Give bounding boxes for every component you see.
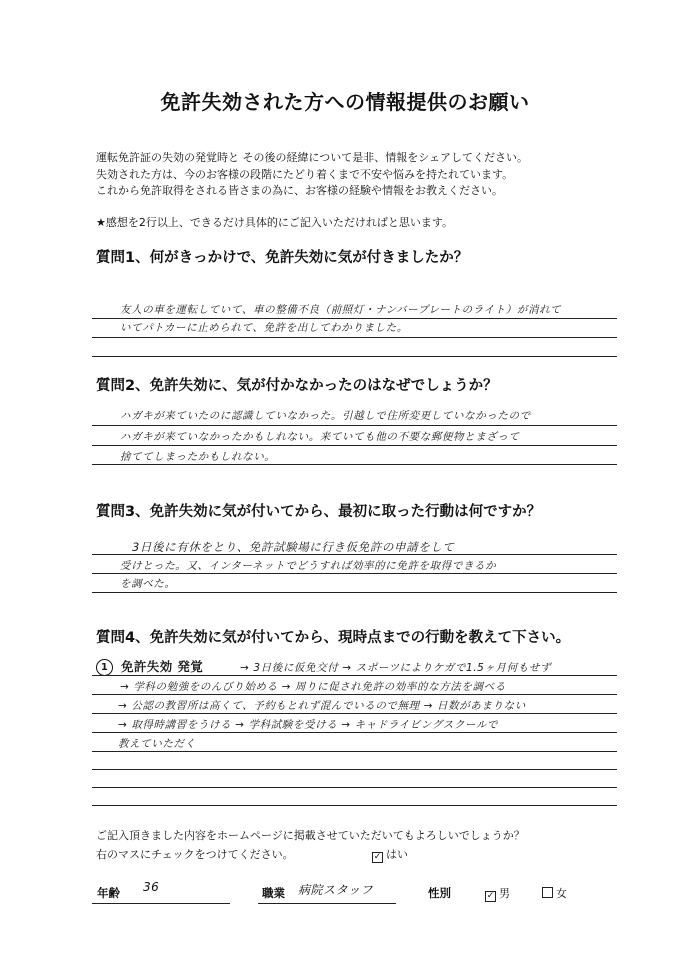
consent-question: ご記入頂きました内容をホームページに掲載させていただいてもよろしいでしょうか？: [96, 829, 525, 842]
gender-male-option[interactable]: [485, 885, 510, 902]
consent-instruction: 右のマスにチェックをつけてください。: [96, 848, 294, 861]
gender-label: 性別: [428, 886, 451, 900]
q4-answer-line: → 3日後に仮免交付 → スポーツによりケガで1.5ヶ月何もせず: [240, 662, 552, 674]
intro-line: 運転免許証の失効の発覚時と その後の経緯について是非、情報をシェアしてください。: [96, 151, 529, 164]
q3-answer-line: 3日後に有休をとり、免許試験場に行き仮免許の申請をして: [132, 540, 455, 554]
q1-answer-line: 友人の車を運転していて、車の整備不良（前照灯・ナンバープレートのライト）が消れて: [120, 304, 562, 316]
q2-answer-line: 捨ててしまったかもしれない。: [120, 451, 276, 463]
age-value: 36: [143, 880, 160, 894]
job-label: 職業: [262, 886, 285, 900]
answer-rule: [92, 356, 617, 357]
job-underline: [258, 903, 396, 904]
gender-female-option[interactable]: [542, 885, 567, 901]
page-title: 免許失効された方への情報提供のお願い: [160, 90, 530, 114]
intro-text: [96, 150, 528, 200]
job-value: 病院スタッフ: [298, 883, 374, 897]
answer-rule: [92, 732, 617, 733]
q4-answer-line: → 公認の教習所は高くて、予約もとれず混んでいるので無理 → 日数があまりない: [118, 700, 526, 712]
q4-answer-line: 教えていただく: [118, 738, 196, 750]
answer-rule: [92, 425, 617, 426]
answer-rule: [92, 769, 617, 770]
question-1-label: 質問1、何がきっかけで、免許失効に気が付きましたか？: [96, 250, 469, 266]
question-3-label: 質問3、免許失効に気が付いてから、最初に取った行動は何ですか？: [96, 504, 542, 520]
answer-rule: [92, 713, 617, 714]
answer-rule: [92, 751, 617, 752]
q4-answer-line: → 学科の勉強をのんびり始める → 周りに促され免許の効率的な方法を調べる: [120, 681, 506, 693]
question-2-label: 質問2、免許失効に、気が付かなかったのはなぜでしょうか？: [96, 378, 498, 394]
female-checkbox[interactable]: [542, 887, 553, 898]
consent-yes-option[interactable]: [372, 846, 408, 863]
q4-heading-text: 免許失効 発覚: [121, 659, 204, 674]
consent-yes-label: はい: [386, 848, 408, 861]
male-label: 男: [499, 887, 510, 900]
answer-rule: [92, 592, 617, 593]
q4-heading: [96, 657, 203, 676]
intro-line: 失効された方は、今のお客様の段階にたどり着くまで不安や悩みを持たれています。: [96, 167, 514, 181]
age-label: 年齢: [97, 886, 120, 900]
q2-answer-line: ハガキが来ていなかったかもしれない。来ていても他の不要な郵便物とまざって: [120, 431, 520, 443]
answer-rule: [92, 337, 617, 338]
circled-number: 1: [96, 659, 113, 676]
q1-answer-line: いてパトカーに止められて、免許を出してわかりました。: [120, 322, 408, 334]
answer-rule: [92, 675, 617, 676]
answer-rule: [92, 318, 617, 319]
intro-line: これから免許取得をされる皆さまの為に、お客様の経験や情報をお教えください。: [96, 184, 503, 197]
answer-rule: [92, 694, 617, 695]
q3-answer-line: を調べた。: [120, 578, 176, 590]
answer-rule: [92, 464, 617, 465]
q2-answer-line: ハガキが来ていたのに認識していなかった。引越しで住所変更していなかったので: [120, 410, 531, 422]
answer-rule: [92, 445, 617, 446]
male-checkbox[interactable]: ✓: [486, 891, 495, 901]
answer-rule: [92, 805, 617, 806]
q4-answer-line: → 取得時講習をうける → 学科試験を受ける → キャドライビングスクールで: [118, 719, 499, 731]
instruction-note: ★感想を2行以上、できるだけ具体的にご記入いただければと思います。: [96, 216, 453, 229]
female-label: 女: [556, 887, 567, 900]
answer-rule: [92, 787, 617, 788]
answer-rule: [92, 554, 617, 555]
age-underline: [92, 903, 230, 904]
answer-rule: [92, 573, 617, 574]
consent-checkbox[interactable]: ✓: [373, 852, 382, 862]
q3-answer-line: 受けとった。又、インターネットでどうすれば効率的に免許を取得できるか: [120, 560, 497, 572]
question-4-label: 質問4、免許失効に気が付いてから、現時点までの行動を教えて下さい。: [96, 630, 571, 646]
